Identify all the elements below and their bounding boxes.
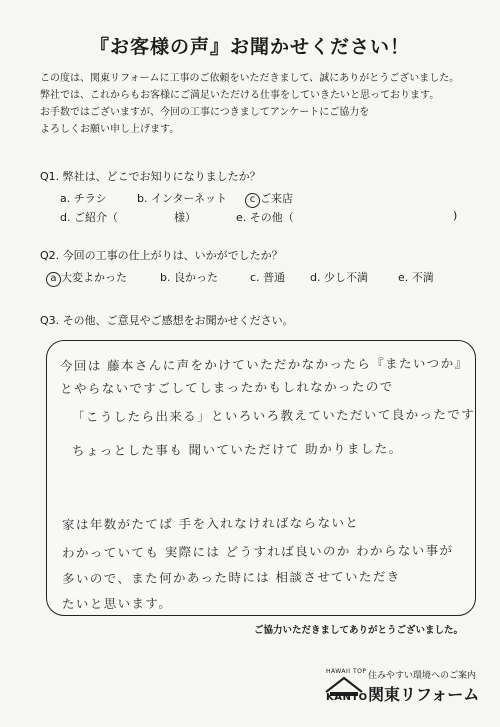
handwritten-line: 今回は 藤本さんに声をかけていただかなかったら『またいつか』 (59, 355, 469, 374)
q1-option-c[interactable] (245, 190, 293, 208)
handwritten-line: 「こうしたら出来る」といろいろ教えていただいて良かったです (71, 406, 476, 425)
handwritten-line: わかっていても 実際には どうすれば良いのか わからない事が (61, 542, 454, 561)
q2-option-e[interactable]: e. 不満 (398, 271, 434, 284)
handwritten-line: 家は年数がたてば 手を入れなければならないと (61, 514, 360, 533)
q1-option-c-label: ご来店 (260, 192, 293, 205)
thanks-text: ご協力いただきましてありがとうございました。 (254, 625, 464, 636)
logo-tagline: 住みやすい環境へのご案内 (368, 671, 477, 681)
intro-line: よろしくお願い申し上げます。 (40, 124, 180, 135)
q1-option-e-close: ) (453, 209, 458, 222)
q2-option-b[interactable]: b. 良かった (160, 271, 218, 284)
company-name: 関東リフォーム (368, 685, 480, 704)
intro-line: 弊社では、これからもお客様にご満足いただける仕事をしていきたいと思っております。 (40, 90, 440, 101)
q1-question: Q1. 弊社は、どこでお知りになりましたか？ (40, 170, 261, 183)
q1-option-b[interactable]: b. インターネット (137, 192, 227, 205)
q2-option-a[interactable] (46, 269, 127, 287)
q1-option-a[interactable]: a. チラシ (60, 192, 107, 205)
q1-option-e[interactable]: e. その他（ (236, 211, 294, 224)
selected-circle-mark: a (46, 272, 61, 287)
q1-option-d-suffix: 様） (174, 211, 196, 224)
intro-line: お手数ではございますが、今回の工事につきましてアンケートにご協力を (40, 107, 370, 118)
handwritten-line: たいと思います。 (61, 595, 173, 612)
q2-option-a-label: 大変よかった (61, 271, 127, 284)
selected-circle-mark: c (245, 193, 260, 208)
logo-mark-text: KANTO (326, 692, 368, 703)
q2-option-d[interactable]: d. 少し不満 (310, 271, 368, 284)
company-logo (322, 668, 482, 712)
q1-option-d[interactable]: d. ご紹介（ (60, 211, 118, 224)
page-title: 『お客様の声』お聞かせください！ (89, 36, 410, 58)
handwritten-line: とやらないですごしてしまったかもしれなかったので (59, 378, 394, 397)
logo-small-text: HAWAII TOP (326, 668, 367, 675)
handwritten-line: 多いので、また何かあった時には 相談させていただき (61, 568, 401, 587)
intro-text (40, 70, 480, 138)
q2-question: Q2. 今回の工事の仕上がりは、いかがでしたか？ (40, 249, 283, 262)
intro-line: この度は、関東リフォームに工事のご依頼をいただきまして、誠にありがとうございました。 (40, 73, 460, 84)
handwritten-line: ちょっとした事も 聞いていただけて 助かりました。 (71, 440, 403, 459)
house-logo-icon (322, 672, 366, 710)
q3-question: Q3. その他、ご意見やご感想をお聞かせください。 (40, 314, 294, 327)
q2-option-c[interactable]: c. 普通 (250, 271, 286, 284)
